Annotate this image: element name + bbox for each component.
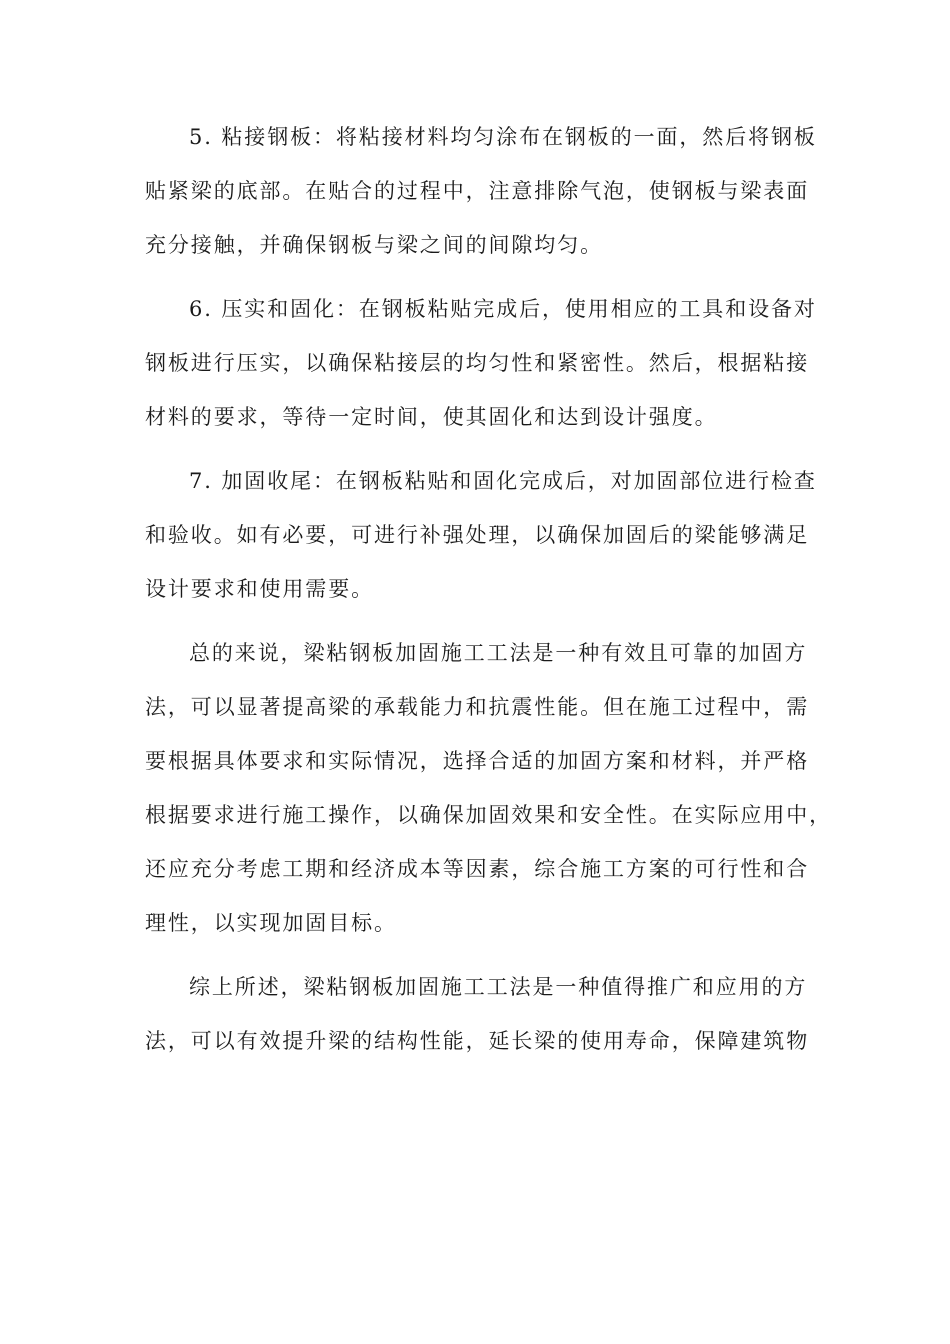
text-line: 充分接触，并确保钢板与梁之间的间隙均匀。 xyxy=(145,233,603,257)
text-line: 7. 加固收尾：在钢板粘贴和固化完成后，对加固部位进行检查 xyxy=(189,469,817,493)
paragraph-summary xyxy=(145,626,832,950)
text-line: 贴紧梁的底部。在贴合的过程中，注意排除气泡，使钢板与梁表面 xyxy=(145,179,810,203)
text-line: 根据要求进行施工操作，以确保加固效果和安全性。在实际应用中， xyxy=(145,803,832,827)
text-line: 要根据具体要求和实际情况，选择合适的加固方案和材料，并严格 xyxy=(145,749,810,773)
document-body xyxy=(145,110,832,1078)
text-line: 6. 压实和固化：在钢板粘贴完成后，使用相应的工具和设备对 xyxy=(189,297,817,321)
paragraph-step-7 xyxy=(145,454,817,616)
text-line: 总的来说，梁粘钢板加固施工工法是一种有效且可靠的加固方 xyxy=(189,641,808,665)
text-line: 钢板进行压实，以确保粘接层的均匀性和紧密性。然后，根据粘接 xyxy=(145,351,810,375)
text-line: 还应充分考虑工期和经济成本等因素，综合施工方案的可行性和合 xyxy=(145,857,810,881)
text-line: 材料的要求，等待一定时间，使其固化和达到设计强度。 xyxy=(145,405,718,429)
text-line: 法，可以显著提高梁的承载能力和抗震性能。但在施工过程中，需 xyxy=(145,695,810,719)
paragraph-step-6 xyxy=(145,282,817,444)
text-line: 和验收。如有必要，可进行补强处理，以确保加固后的梁能够满足 xyxy=(145,523,810,547)
text-line: 设计要求和使用需要。 xyxy=(145,577,374,601)
text-line: 法，可以有效提升梁的结构性能，延长梁的使用寿命，保障建筑物 xyxy=(145,1029,810,1053)
text-line: 综上所述，梁粘钢板加固施工工法是一种值得推广和应用的方 xyxy=(189,975,808,999)
paragraph-conclusion xyxy=(145,960,810,1068)
paragraph-step-5 xyxy=(145,110,817,272)
text-line: 理性，以实现加固目标。 xyxy=(145,911,397,935)
text-line: 5. 粘接钢板：将粘接材料均匀涂布在钢板的一面，然后将钢板 xyxy=(189,125,817,149)
